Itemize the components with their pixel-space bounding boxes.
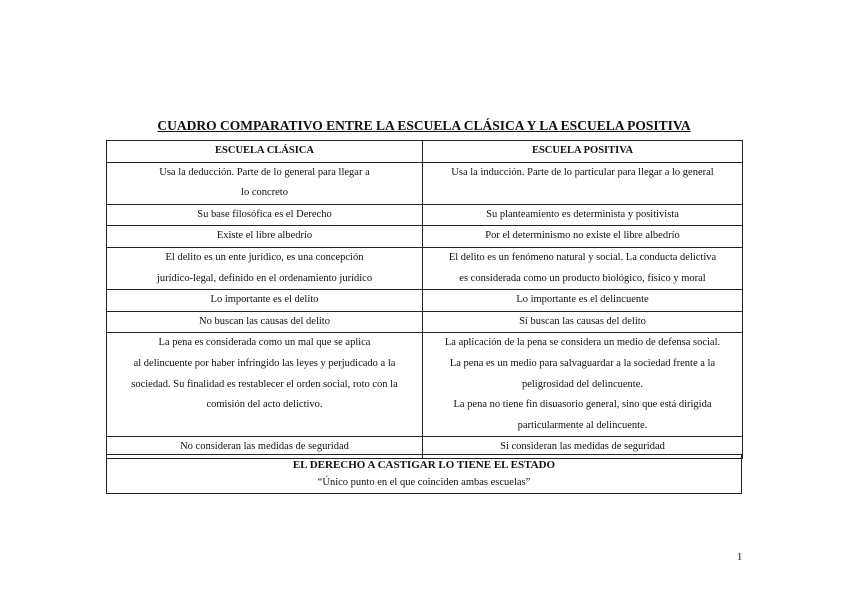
page-title: CUADRO COMPARATIVO ENTRE LA ESCUELA CLÁSICA Y LA ESCUELA POSITIVA (157, 118, 691, 133)
cell-line: Lo importante es el delincuente (516, 294, 649, 306)
cell-line: Por el determinismo no existe el libre albedrío (485, 230, 680, 242)
cell-positiva (423, 247, 743, 289)
header-escuela-clasica: ESCUELA CLÁSICA (107, 141, 423, 163)
cell-positiva (423, 311, 743, 333)
cell-line: No consideran las medidas de seguridad (180, 441, 349, 453)
table-row (107, 311, 743, 333)
table-row (107, 247, 743, 289)
cell-line: jurídico-legal, definido en el ordenamiento jurídico (156, 272, 373, 284)
table-row (107, 204, 743, 226)
table-row (107, 226, 743, 248)
cell-line: peligrosidad del delincuente. (521, 378, 643, 390)
cell-line: La pena no tiene fin disuasorio general, sino que está dirigida (453, 399, 712, 411)
table-row (107, 162, 743, 204)
cell-line: El delito es un ente jurídico, es una concepción (165, 251, 364, 263)
cell-clasica (107, 162, 423, 204)
cell-line: La aplicación de la pena se considera un medio de defensa social. (444, 337, 721, 349)
cell-line: es considerada como un producto biológico, físico y moral (459, 272, 706, 284)
cell-clasica (107, 204, 423, 226)
cell-line: lo concreto (241, 187, 288, 199)
footer-box (106, 454, 742, 494)
cell-line: La pena es un medio para salvaguardar a la sociedad frente a la (449, 357, 716, 369)
footer-heading: EL DERECHO A CASTIGAR LO TIENE EL ESTADO (292, 459, 556, 471)
cell-line: sociedad. Su finalidad es restablecer el orden social, roto con la (131, 378, 398, 390)
footer-subtitle: “Único punto en el que coinciden ambas escuelas” (317, 477, 531, 488)
cell-positiva (423, 290, 743, 312)
table-row (107, 290, 743, 312)
header-escuela-positiva: ESCUELA POSITIVA (423, 141, 743, 163)
table-header-row (107, 141, 743, 163)
cell-clasica (107, 247, 423, 289)
cell-line: Usa la inducción. Parte de lo particular para llegar a lo general (451, 166, 714, 178)
comparison-table (106, 140, 743, 459)
cell-line: Su planteamiento es determinista y positivista (486, 208, 679, 220)
cell-line: Lo importante es el delito (210, 294, 319, 306)
cell-positiva (423, 226, 743, 248)
cell-line: al delincuente por haber infringido las leyes y perjudicado a la (133, 357, 396, 369)
cell-positiva (423, 162, 743, 204)
page-number: 1 (737, 552, 743, 563)
cell-line: No buscan las causas del delito (199, 315, 330, 327)
cell-clasica (107, 311, 423, 333)
cell-clasica (107, 226, 423, 248)
cell-line: Usa la deducción. Parte de lo general para llegar a (159, 166, 370, 178)
cell-line: comisión del acto delictivo. (206, 399, 323, 411)
cell-positiva (423, 333, 743, 437)
cell-line: El delito es un fenómeno natural y social. La conducta delictiva (448, 251, 717, 263)
cell-clasica (107, 290, 423, 312)
cell-line: La pena es considerada como un mal que se aplica (158, 337, 371, 349)
cell-line: Existe el libre albedrío (216, 230, 313, 242)
table-row (107, 333, 743, 437)
cell-clasica (107, 333, 423, 437)
cell-line: Si consideran las medidas de seguridad (500, 441, 665, 453)
cell-line: particularmente al delincuente. (517, 419, 648, 431)
cell-line: Su base filosófica es el Derecho (197, 208, 332, 220)
cell-positiva (423, 204, 743, 226)
cell-line: Sí buscan las causas del delito (519, 315, 646, 327)
